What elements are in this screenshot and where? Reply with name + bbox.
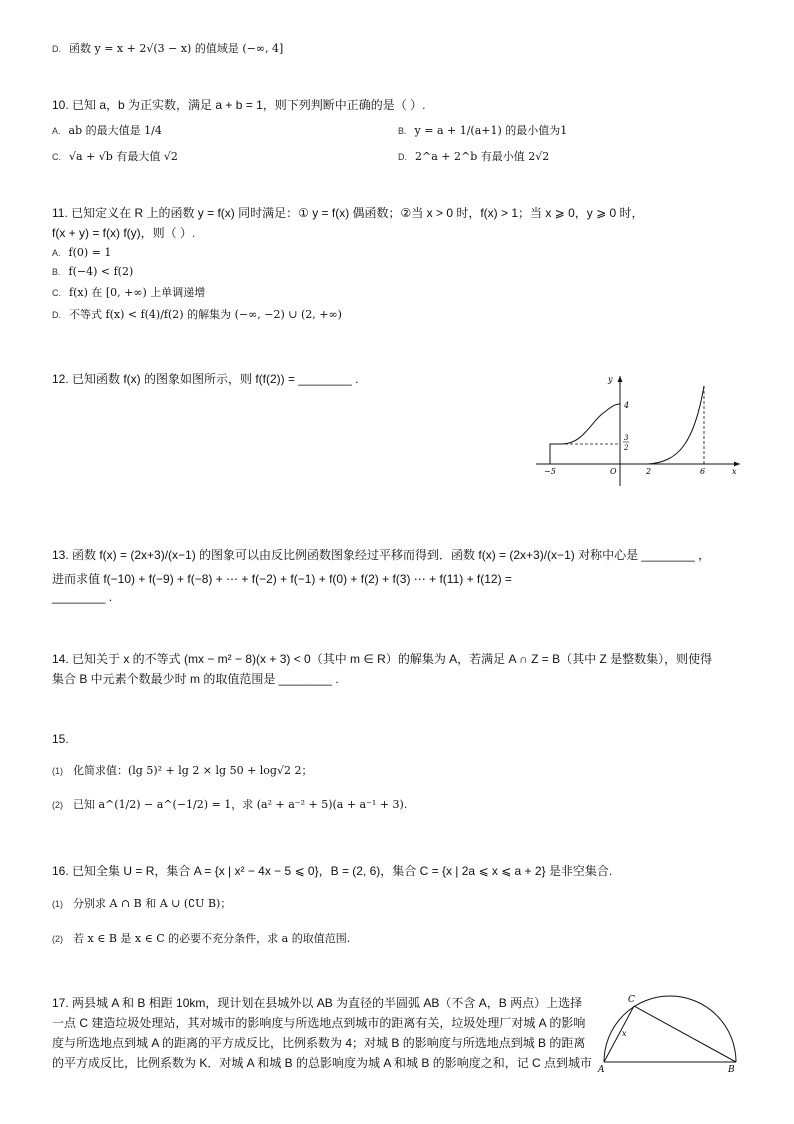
- segment-cb: [634, 1006, 736, 1062]
- q10-option-b-label: B.: [398, 126, 407, 136]
- q12-function-graph: [532, 370, 744, 490]
- q11-stem-line1: 11. 已知定义在 R 上的函数 y = f(x) 同时满足：① y = f(x) 偶函数；②当 x > 0 时，f(x) > 1；当 x ⩾ 0，y ⩾ 0 时，: [52, 206, 644, 220]
- q15-part1: [52, 762, 312, 778]
- point-a-label: A: [598, 1065, 605, 1074]
- q10-option-c-label: C.: [52, 152, 61, 162]
- x-axis-arrow: [734, 462, 740, 467]
- q10-option-d-label: D.: [398, 152, 407, 162]
- q17-line3: 度与所选地点到城 A 的距离的平方成反比，比例系数为 4；对城 B 的影响度与所选地点到城 B 的距离: [52, 1036, 586, 1050]
- segment-x-label: x: [622, 1029, 627, 1038]
- graph-x-label: x: [732, 467, 737, 476]
- q10-option-b: [398, 122, 567, 138]
- q10-option-d: [398, 148, 549, 164]
- q17-line4: 的平方成反比，比例系数为 K．对城 A 和城 B 的总影响度为城 A 和城 B 的影响度之和，记 C 点到城市: [52, 1056, 593, 1070]
- q13-line1: 13. 函数 f(x) = (2x+3)/(x−1) 的图象可以由反比例函数图象经过平移而得到．函数 f(x) = (2x+3)/(x−1) 对称中心是 ________ ，: [52, 548, 711, 562]
- curve-right: [648, 386, 704, 464]
- q15-number: 15.: [52, 732, 69, 746]
- q14-line1: 14. 已知关于 x 的不等式 (mx − m² − 8)(x + 3) < 0（其中 m ∈ R）的解集为 A，若满足 A ∩ Z = B（其中 Z 是整数集），则使得: [52, 652, 713, 666]
- graph-y-label: y: [608, 375, 613, 384]
- q16-part2-label: (2): [52, 934, 63, 944]
- q11-option-c-text: f(x) 在 [0, +∞) 上单调递增: [69, 286, 206, 299]
- q13-line3: ________ .: [52, 590, 113, 604]
- graph-tick-x-6: 6: [700, 467, 706, 476]
- q15-part2: [52, 796, 407, 812]
- q17-line2: 一点 C 建造垃圾处理站，其对城市的影响度与所选地点到城市的距离有关，垃圾处理厂对城 A 的影响: [52, 1016, 586, 1030]
- q16-part2-text: 若 x ∈ B 是 x ∈ C 的必要不充分条件，求 a 的取值范围.: [73, 932, 351, 945]
- graph-tick-x-2: 2: [646, 467, 652, 476]
- q11-option-a: [52, 246, 111, 259]
- q15-part2-text: 已知 a^(1/2) − a^(−1/2) = 1，求 (a² + a⁻² + 5)(a + a⁻¹ + 3).: [73, 798, 408, 811]
- segment-ac: [604, 1006, 634, 1062]
- q15-part1-label: (1): [52, 766, 63, 776]
- q11-option-d: [52, 306, 342, 322]
- q10-option-a-label: A.: [52, 126, 61, 136]
- q11-option-c: [52, 284, 205, 300]
- q13-line2: 进而求值 f(−10) + f(−9) + f(−8) + ⋯ + f(−2) + f(−1) + f(0) + f(2) + f(3) ⋯ + f(11) + f(12) =: [52, 572, 512, 586]
- q10-option-a: [52, 122, 162, 138]
- point-b-label: B: [728, 1065, 735, 1074]
- curve-left: [550, 404, 620, 464]
- q10-option-c-text: √a + √b 有最大值 √2: [69, 150, 178, 163]
- q14-line2: 集合 B 中元素个数最少时 m 的取值范围是 ________ .: [52, 672, 339, 686]
- q11-stem-line2: f(x + y) = f(x) f(y)，则（ ）.: [52, 226, 196, 240]
- q11-option-d-text: 不等式 f(x) < f(4)/f(2) 的解集为 (−∞, −2) ∪ (2, +∞): [69, 308, 342, 321]
- q9-option-d-label: D.: [52, 44, 61, 54]
- point-c-label: C: [628, 995, 635, 1005]
- q16-stem: 16. 已知全集 U = R，集合 A = {x | x² − 4x − 5 ⩽ 0}，B = (2, 6)，集合 C = {x | 2a ⩽ x ⩽ a + 2} 是非空集合.: [52, 864, 613, 878]
- q16-part2: [52, 930, 350, 946]
- q10-option-c: [52, 148, 178, 164]
- graph-tick-x-minus5: −5: [544, 467, 556, 476]
- q9-option-d-text: 函数 y = x + 2√(3 − x) 的值域是 (−∞, 4]: [69, 42, 284, 55]
- q10-option-a-text: ab 的最大值是 1/4: [68, 124, 162, 137]
- q11-option-b: [52, 265, 133, 278]
- q11-option-a-text: f(0) = 1: [68, 246, 112, 259]
- q15-part1-text: 化简求值：(lg 5)² + lg 2 × lg 50 + log√2 2；: [73, 764, 313, 777]
- q17-line1: 17. 两县城 A 和 B 相距 10km，现计划在县城外以 AB 为直径的半圆弧 AB（不含 A，B 两点）上选择: [52, 996, 583, 1010]
- q11-option-d-label: D.: [52, 310, 61, 320]
- q9-option-d: [52, 40, 283, 56]
- q11-option-b-label: B.: [52, 267, 61, 277]
- q11-option-c-label: C.: [52, 288, 61, 298]
- q17-semicircle-figure: [594, 990, 744, 1074]
- q16-part1-text: 分别求 A ∩ B 和 A ∪ (∁U B)；: [73, 897, 232, 910]
- q16-part1: [52, 895, 231, 911]
- q10-option-d-text: 2^a + 2^b 有最小值 2√2: [415, 150, 550, 163]
- q12-stem: 12. 已知函数 f(x) 的图象如图所示，则 f(f(2)) = ________ .: [52, 372, 359, 386]
- y-axis-arrow: [618, 376, 623, 382]
- graph-tick-y-4: 4: [624, 401, 630, 410]
- graph-tick-y-3: 3: [624, 434, 629, 442]
- q10-stem: 10. 已知 a，b 为正实数，满足 a + b = 1，则下列判断中正确的是（ ）.: [52, 98, 426, 112]
- q10-option-b-text: y = a + 1/(a+1) 的最小值为1: [414, 124, 568, 137]
- graph-tick-y-2: 2: [624, 444, 629, 452]
- q15-part2-label: (2): [52, 800, 63, 810]
- q11-option-a-label: A.: [52, 248, 61, 258]
- graph-origin-label: O: [610, 467, 617, 476]
- q16-part1-label: (1): [52, 899, 63, 909]
- q11-option-b-text: f(−4) < f(2): [68, 265, 134, 278]
